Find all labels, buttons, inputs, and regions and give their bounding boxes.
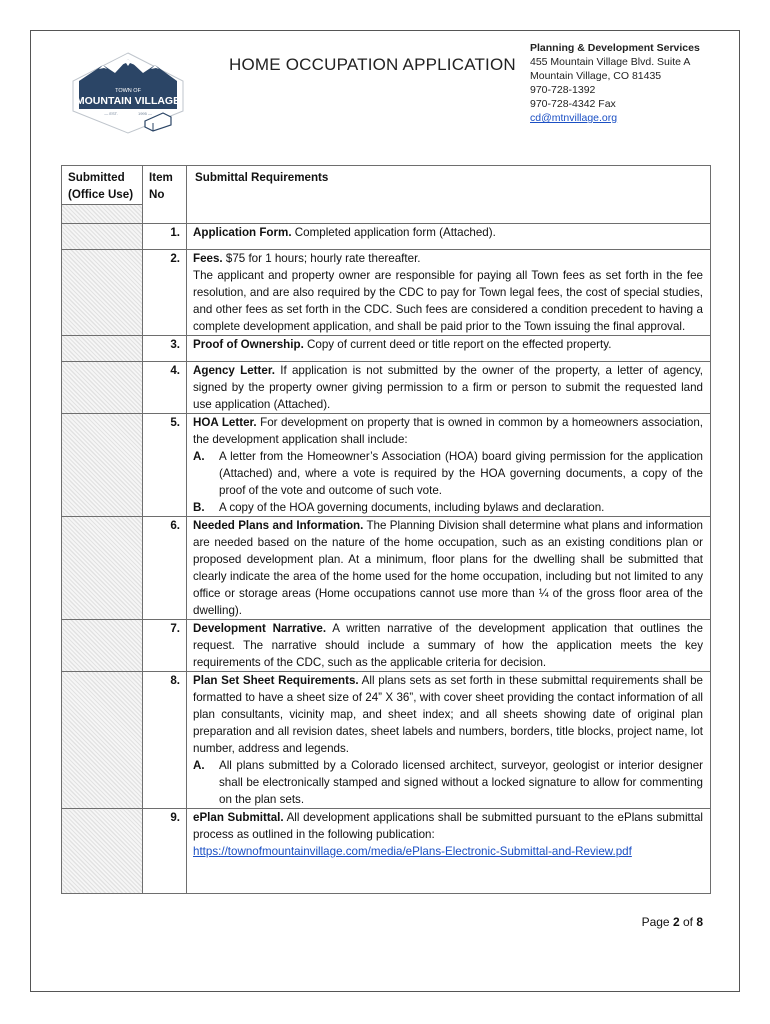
item-number: 9. <box>143 809 187 894</box>
item-number: 5. <box>143 414 187 517</box>
item-title: Needed Plans and Information. <box>193 519 364 532</box>
header-requirements: Submittal Requirements <box>187 166 711 224</box>
item-text <box>187 672 711 809</box>
document-title: HOME OCCUPATION APPLICATION <box>229 55 516 74</box>
sub-item-text: All plans submitted by a Colorado licensed architect, surveyor, geologist or interior designer shall be electronically stamped and signed without a locked signature to allow for commenting on the plan sets. <box>219 759 703 806</box>
page-number: Page 2 of 8 <box>641 915 703 929</box>
sub-item-text: A letter from the Homeowner’s Association (HOA) board giving permission for the application (Attached) and, where a vote is required by the HOA governing documents, a copy of the proof of the vote and outcome of such vote. <box>219 450 703 497</box>
contact-address-line-1: 455 Mountain Village Blvd. Suite A <box>530 56 691 68</box>
table-row <box>62 672 711 809</box>
item-body: The Planning Division shall determine what plans and information are needed based on the nature of the home occupation, such as an existing conditions plan or proposed development plan. At a minimum, floor plans for the dwelling shall be submitted that clearly indicate the area of the home used for the home occupation, including but not limited to any office or storage areas (Home occupations cannot use more than ¼ of the gross floor area of the dwelling). <box>193 519 703 617</box>
submittal-requirements-table <box>61 165 711 894</box>
item-body: $75 for 1 hours; hourly rate thereafter. <box>222 252 421 265</box>
header-submitted: Submitted (Office Use) <box>62 166 143 224</box>
item-number: 6. <box>143 517 187 620</box>
item-number: 3. <box>143 336 187 362</box>
svg-text:1995 —: 1995 — <box>137 111 153 116</box>
item-text <box>187 620 711 672</box>
document-page <box>30 30 740 992</box>
item-title: Plan Set Sheet Requirements. <box>193 674 359 687</box>
sub-item <box>193 757 703 808</box>
table-row <box>62 620 711 672</box>
office-use-cell <box>62 362 143 414</box>
contact-org: Planning & Development Services <box>530 42 700 54</box>
sub-item-letter: A. <box>193 450 205 463</box>
header-item-no: Item No <box>143 166 187 224</box>
item-body: If application is not submitted by the owner of the property, a letter of agency, signed by the property owner giving permission to a firm or person to submit the requested land use application (Attached). <box>193 364 703 411</box>
office-use-cell <box>62 809 143 894</box>
item-body: All development applications shall be submitted pursuant to the ePlans submittal process as outlined in the following publication: <box>193 811 703 841</box>
item-text <box>187 809 711 894</box>
office-use-cell <box>62 672 143 809</box>
item-title: Agency Letter. <box>193 364 275 377</box>
item-title: HOA Letter. <box>193 416 257 429</box>
item-title: Development Narrative. <box>193 622 327 635</box>
svg-text:— EST.: — EST. <box>104 111 118 116</box>
svg-text:MOUNTAIN VILLAGE: MOUNTAIN VILLAGE <box>75 95 181 107</box>
item-text <box>187 250 711 336</box>
item-body: All plans sets as set forth in these submittal requirements shall be formatted to have a sheet size of 24” X 36”, with cover sheet providing the contact information of all plan consultants, vicinity map, and sheet index; and all sheets showing date of original plan preparation and all revision dates, sheet labels and numbers, borders, title blocks, project name, lot number, address and legends. <box>193 674 704 755</box>
item-title: ePlan Submittal. <box>193 811 284 824</box>
item-number: 8. <box>143 672 187 809</box>
office-use-cell <box>62 336 143 362</box>
mountain-village-logo <box>71 51 185 135</box>
item-number: 4. <box>143 362 187 414</box>
item-title: Fees. <box>193 252 223 265</box>
item-title: Proof of Ownership. <box>193 338 304 351</box>
svg-text:TOWN OF: TOWN OF <box>115 88 141 94</box>
item-number: 1. <box>143 224 187 250</box>
office-use-cell <box>62 204 142 223</box>
table-row <box>62 224 711 250</box>
item-text <box>187 414 711 517</box>
office-use-cell <box>62 414 143 517</box>
item-body-paragraph: The applicant and property owner are responsible for paying all Town fees as set forth in the fee resolution, and are also required by the CDC to pay for Town legal fees, the cost of special studies, and other fees as set forth in the CDC. Such fees are considered a condition precedent to having a complete development application, and shall be paid prior to the Town issuing the final approval. <box>193 269 703 333</box>
office-use-cell <box>62 224 143 250</box>
sub-item-letter: A. <box>193 759 205 772</box>
item-body: A written narrative of the development application that outlines the request. The narrative should include a summary of how the application meets the key requirements of the CDC, such as the applicable criteria for decision. <box>193 622 703 669</box>
table-row <box>62 250 711 336</box>
eplans-publication-link[interactable]: https://townofmountainvillage.com/media/ePlans-Electronic-Submittal-and-Review.pdf <box>193 845 632 858</box>
item-number: 7. <box>143 620 187 672</box>
sub-item-text: A copy of the HOA governing documents, including bylaws and declaration. <box>219 501 605 514</box>
contact-address-line-2: Mountain Village, CO 81435 <box>530 70 662 82</box>
item-body: Completed application form (Attached). <box>291 226 496 239</box>
office-use-cell <box>62 517 143 620</box>
sub-item-letter: B. <box>193 501 205 514</box>
contact-fax: 970-728-4342 Fax <box>530 98 616 110</box>
item-text <box>187 224 711 250</box>
table-row <box>62 809 711 894</box>
sub-item <box>193 499 703 516</box>
item-text <box>187 517 711 620</box>
table-row <box>62 336 711 362</box>
contact-block <box>530 41 700 125</box>
item-body: For development on property that is owned in common by a homeowners association, the development application shall include: <box>193 416 703 446</box>
sub-item <box>193 448 703 499</box>
table-row <box>62 362 711 414</box>
contact-email-link[interactable]: cd@mtnvillage.org <box>530 112 618 124</box>
item-title: Application Form. <box>193 226 292 239</box>
contact-phone: 970-728-1392 <box>530 84 596 96</box>
item-number: 2. <box>143 250 187 336</box>
table-row <box>62 414 711 517</box>
item-body: Copy of current deed or title report on the effected property. <box>303 338 612 351</box>
office-use-cell <box>62 250 143 336</box>
item-text <box>187 336 711 362</box>
table-row <box>62 517 711 620</box>
office-use-cell <box>62 620 143 672</box>
item-text <box>187 362 711 414</box>
